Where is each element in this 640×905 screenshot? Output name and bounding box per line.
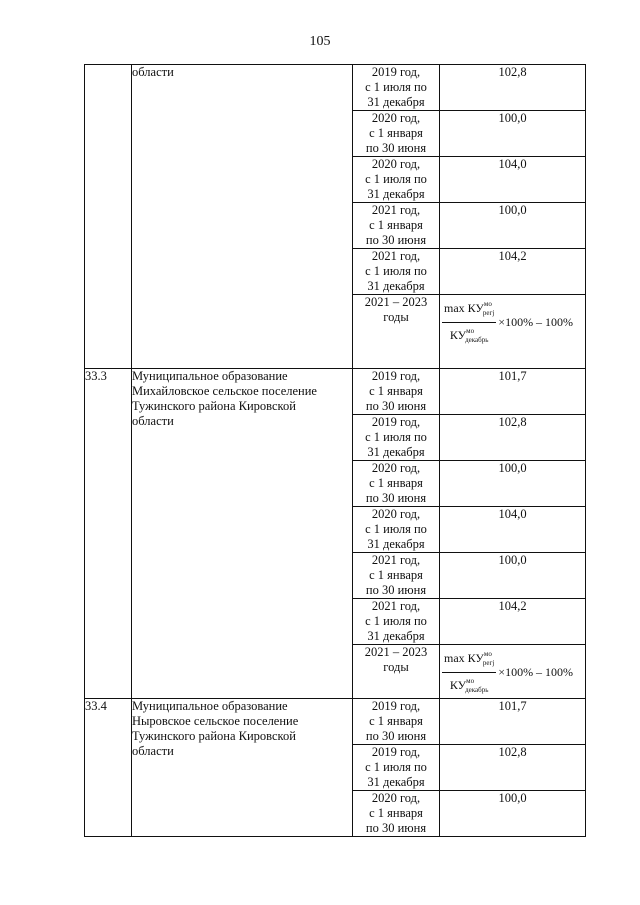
period-cell — [353, 507, 440, 553]
period-cell — [353, 415, 440, 461]
period-line: с 1 января — [369, 806, 423, 820]
value-cell: 104,2 — [440, 599, 586, 645]
formula-denominator-sup: мо — [466, 327, 475, 335]
tariff-table — [84, 64, 586, 837]
period-line: по 30 июня — [365, 399, 427, 413]
table-row — [85, 699, 586, 745]
period-line: с 1 июля по — [365, 760, 427, 774]
formula-numerator-text: max КУ — [444, 301, 484, 315]
value-cell: 101,7 — [440, 699, 586, 745]
period-line: 2021 год, — [371, 599, 421, 613]
value-cell: 102,8 — [440, 745, 586, 791]
period-cell — [353, 745, 440, 791]
formula-numerator-sup: мо — [483, 650, 492, 658]
municipality-name-line: области — [132, 744, 174, 758]
formula-numerator-sup: мо — [483, 300, 492, 308]
value-cell: 104,2 — [440, 249, 586, 295]
formula-numerator-text: max КУ — [444, 651, 484, 665]
municipality-name — [132, 369, 353, 699]
formula-tail: ×100% – 100% — [498, 315, 574, 329]
period-line: 31 декабря — [367, 445, 425, 459]
period-line: с 1 июля по — [365, 172, 427, 186]
period-line: с 1 января — [369, 568, 423, 582]
formula-numerator-sub: регj — [482, 309, 495, 317]
formula-denominator — [450, 323, 489, 348]
value-cell: 100,0 — [440, 553, 586, 599]
value-cell: 104,0 — [440, 157, 586, 203]
formula-denominator-sup: мо — [466, 677, 475, 685]
formula-tail: ×100% – 100% — [498, 665, 574, 679]
value-cell: 102,8 — [440, 65, 586, 111]
period-cell — [353, 369, 440, 415]
municipality-name-line: области — [132, 65, 174, 79]
period-line: 2021 год, — [371, 553, 421, 567]
period-cell — [353, 203, 440, 249]
period-line: 2021 год, — [371, 203, 421, 217]
table-row — [85, 65, 586, 111]
growth-formula — [440, 645, 585, 698]
period-line: 2019 год, — [371, 369, 421, 383]
period-cell — [353, 111, 440, 157]
value-cell: 100,0 — [440, 203, 586, 249]
period-line: 31 декабря — [367, 279, 425, 293]
formula-denominator-text: КУ — [449, 678, 467, 692]
table-row — [85, 369, 586, 415]
formula-denominator-sub: декабрь — [465, 336, 489, 344]
formula-denominator — [450, 673, 489, 698]
period-cell — [353, 553, 440, 599]
growth-formula — [440, 295, 585, 348]
value-cell: 100,0 — [440, 111, 586, 157]
period-line: по 30 июня — [365, 491, 427, 505]
municipality-name — [132, 65, 353, 369]
period-line: по 30 июня — [365, 583, 427, 597]
period-cell — [353, 461, 440, 507]
formula-cell — [440, 645, 586, 699]
section-number: 33.3 — [85, 369, 132, 699]
period-line: 2021 год, — [371, 249, 421, 263]
value-cell: 100,0 — [440, 791, 586, 837]
period-line: с 1 января — [369, 476, 423, 490]
value-cell: 101,7 — [440, 369, 586, 415]
period-line: 31 декабря — [367, 537, 425, 551]
period-line: 31 декабря — [367, 95, 425, 109]
section-number: 33.4 — [85, 699, 132, 837]
period-line: годы — [383, 660, 409, 674]
period-line: 2020 год, — [371, 507, 421, 521]
period-line: 2019 год, — [371, 415, 421, 429]
period-line: по 30 июня — [365, 729, 427, 743]
formula-numerator — [442, 297, 496, 323]
period-line: 31 декабря — [367, 775, 425, 789]
formula-cell — [440, 295, 586, 369]
tariff-table-body — [85, 65, 586, 837]
formula-fraction — [442, 297, 496, 348]
period-line: 2021 – 2023 — [364, 645, 428, 659]
period-line: с 1 июля по — [365, 430, 427, 444]
period-line: по 30 июня — [365, 821, 427, 835]
period-line: 31 декабря — [367, 629, 425, 643]
formula-numerator — [442, 647, 496, 673]
period-cell — [353, 645, 440, 699]
period-line: 2019 год, — [371, 745, 421, 759]
municipality-name — [132, 699, 353, 837]
period-cell — [353, 157, 440, 203]
period-cell — [353, 599, 440, 645]
section-number — [85, 65, 132, 369]
period-line: годы — [383, 310, 409, 324]
formula-denominator-sub: декабрь — [465, 686, 489, 694]
period-line: 2019 год, — [371, 699, 421, 713]
period-line: по 30 июня — [365, 141, 427, 155]
municipality-name-line: Ныровское сельское поселение — [132, 714, 299, 728]
value-cell: 104,0 — [440, 507, 586, 553]
period-line: 2020 год, — [371, 111, 421, 125]
municipality-name-line: Муниципальное образование — [132, 369, 288, 383]
period-line: с 1 января — [369, 218, 423, 232]
period-line: по 30 июня — [365, 233, 427, 247]
value-cell: 100,0 — [440, 461, 586, 507]
period-cell — [353, 295, 440, 369]
formula-denominator-text: КУ — [449, 328, 467, 342]
period-line: 2019 год, — [371, 65, 421, 79]
municipality-name-line: Михайловское сельское поселение — [132, 384, 317, 398]
period-line: с 1 июля по — [365, 80, 427, 94]
period-line: 2021 – 2023 — [364, 295, 428, 309]
period-cell — [353, 249, 440, 295]
period-line: с 1 июля по — [365, 264, 427, 278]
municipality-name-line: области — [132, 414, 174, 428]
formula-fraction — [442, 647, 496, 698]
period-line: 2020 год, — [371, 157, 421, 171]
municipality-name-line: Тужинского района Кировской — [132, 729, 296, 743]
period-line: с 1 июля по — [365, 614, 427, 628]
period-line: с 1 января — [369, 126, 423, 140]
period-line: 31 декабря — [367, 187, 425, 201]
period-cell — [353, 791, 440, 837]
period-cell — [353, 65, 440, 111]
period-line: 2020 год, — [371, 461, 421, 475]
period-cell — [353, 699, 440, 745]
value-cell: 102,8 — [440, 415, 586, 461]
period-line: с 1 января — [369, 384, 423, 398]
period-line: с 1 июля по — [365, 522, 427, 536]
municipality-name-line: Муниципальное образование — [132, 699, 288, 713]
period-line: 2020 год, — [371, 791, 421, 805]
formula-numerator-sub: регj — [482, 659, 495, 667]
municipality-name-line: Тужинского района Кировской — [132, 399, 296, 413]
page-number: 105 — [309, 34, 331, 49]
period-line: с 1 января — [369, 714, 423, 728]
